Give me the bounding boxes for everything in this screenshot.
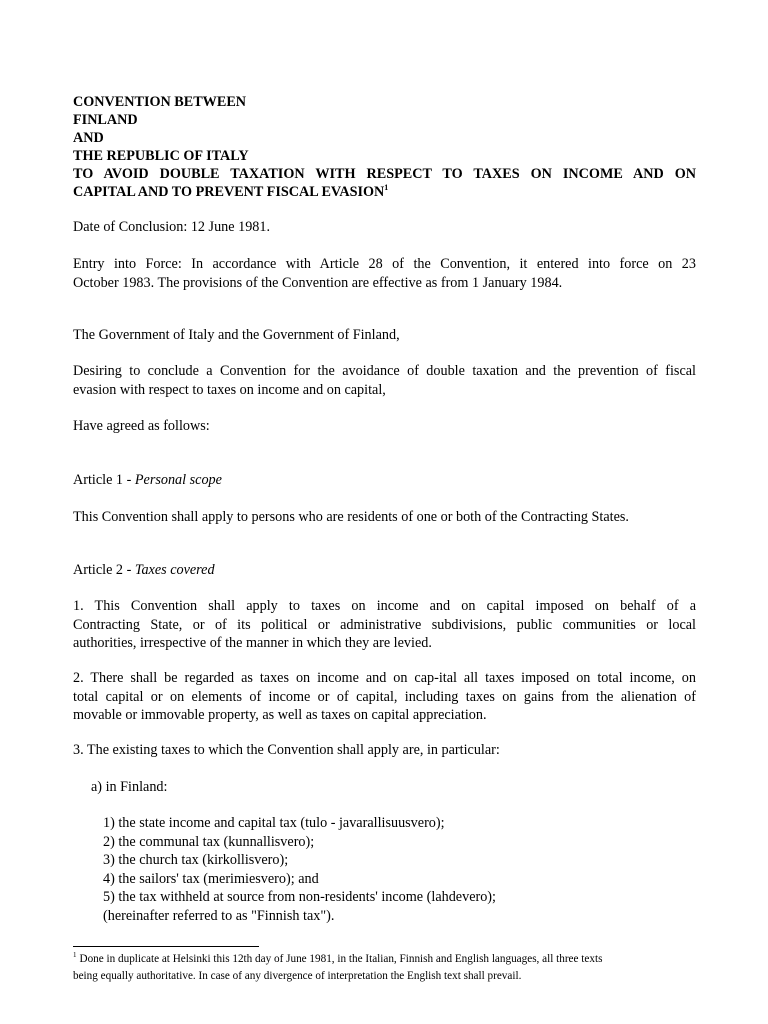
desiring-line: Desiring to conclude a Convention for the avoidance of double taxation and the prevention of fiscal (73, 363, 696, 379)
article-2-paragraph-1 (73, 597, 696, 653)
article-1-heading (73, 471, 696, 490)
paragraph-line: 1. This Convention shall apply to taxes on income and on capital imposed on behalf of a (73, 598, 696, 614)
title-line: FINLAND (73, 112, 138, 128)
date-of-conclusion: Date of Conclusion: 12 June 1981. (73, 219, 271, 235)
article-2-title: Taxes covered (134, 562, 215, 578)
list-item: 3) the church tax (kirkollisvero); (103, 852, 289, 869)
footnote-mark: 1 (73, 951, 77, 959)
footnote (73, 951, 696, 985)
article-1-text: This Convention shall apply to persons who are residents of one or both of the Contracting States. (73, 509, 629, 525)
footnote-line (73, 951, 696, 968)
footnote-separator (73, 946, 259, 947)
paragraph-line: authorities, irrespective of the manner in which they are levied. (73, 635, 432, 652)
article-1-prefix: Article 1 - (73, 472, 135, 488)
article-2-prefix: Article 2 - (73, 562, 135, 578)
title-line: TO AVOID DOUBLE TAXATION WITH RESPECT TO TAXES ON INCOME AND ON (73, 166, 696, 182)
title-line (73, 183, 696, 201)
article-1-title: Personal scope (134, 472, 222, 488)
list-item: 5) the tax withheld at source from non-residents' income (lahdevero); (103, 889, 496, 906)
list-item: 4) the sailors' tax (merimiesvero); and (103, 870, 319, 887)
preamble-governments: The Government of Italy and the Government of Finland, (73, 327, 400, 343)
article-2-paragraph-2 (73, 669, 696, 725)
footnote-reference: 1 (384, 183, 389, 192)
paragraph-line: total capital or on elements of income or of capital, including taxes on gains from the alienation of (73, 688, 696, 705)
paragraph-line: Contracting State, or of its political or administrative subdivisions, public communities or local (73, 616, 696, 633)
paragraph-line: movable or immovable property, as well as taxes on capital appreciation. (73, 707, 487, 724)
title-line: CONVENTION BETWEEN (73, 94, 247, 110)
title-line: AND (73, 130, 104, 146)
convention-title (73, 93, 696, 201)
list-item: 2) the communal tax (kunnallisvero); (103, 833, 315, 850)
article-2-paragraph-3: 3. The existing taxes to which the Convention shall apply are, in particular: (73, 742, 500, 758)
footnote-text: Done in duplicate at Helsinki this 12th day of June 1981, in the Italian, Finnish and English languages, all three texts (79, 953, 603, 965)
preamble-desiring (73, 362, 696, 399)
title-line: THE REPUBLIC OF ITALY (73, 148, 249, 164)
list-item: 1) the state income and capital tax (tulo - javarallisuusvero); (103, 815, 445, 831)
desiring-line: evasion with respect to taxes on income and on capital, (73, 381, 386, 398)
paragraph-line: 2. There shall be regarded as taxes on income and on cap-ital all taxes imposed on total income, on (73, 670, 696, 686)
entry-line: Entry into Force: In accordance with Article 28 of the Convention, it entered into force on 23 (73, 256, 696, 272)
entry-into-force (73, 255, 696, 292)
entry-line: October 1983. The provisions of the Convention are effective as from 1 January 1984. (73, 274, 563, 291)
list-item: (hereinafter referred to as "Finnish tax"). (103, 907, 335, 924)
title-line-text: CAPITAL AND TO PREVENT FISCAL EVASION (73, 184, 385, 200)
preamble-agreed: Have agreed as follows: (73, 418, 210, 434)
finland-subsection-label: a) in Finland: (91, 779, 168, 795)
finland-tax-list (73, 814, 726, 926)
article-2-heading (73, 561, 696, 580)
footnote-line: being equally authoritative. In case of any divergence of interpretation the English text shall prevail. (73, 970, 522, 982)
